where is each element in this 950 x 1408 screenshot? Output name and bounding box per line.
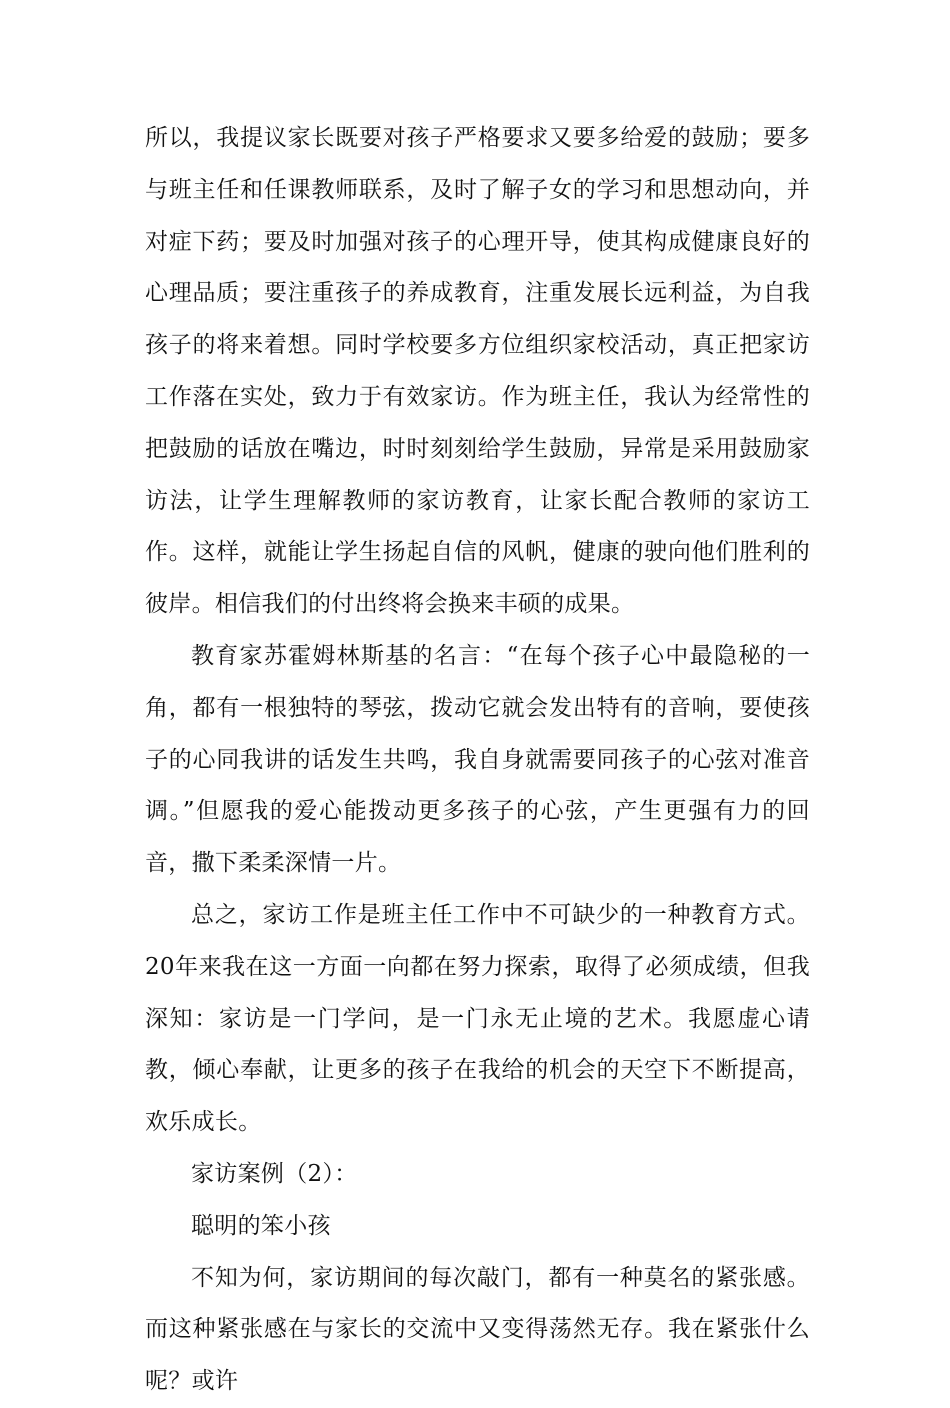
paragraph-quote: 教育家苏霍姆林斯基的名言：“在每个孩子心中最隐秘的一角，都有一根独特的琴弦，拨动它就会发出特有的音响，要使孩子的心同我讲的话发生共鸣，我自身就需要同孩子的心弦对准音调。”但愿我的爱心能拨动更多孩子的心弦，产生更强有力的回音，撒下柔柔深情一片。 — [145, 642, 810, 877]
paragraph-case-intro: 不知为何，家访期间的每次敲门，都有一种莫名的紧张感。而这种紧张感在与家长的交流中又变得荡然无存。我在紧张什么呢？或许 — [145, 1264, 810, 1395]
paragraph-advice: 所以，我提议家长既要对孩子严格要求又要多给爱的鼓励；要多与班主任和任课教师联系，及时了解子女的学习和思想动向，并对症下药；要及时加强对孩子的心理开导，使其构成健康良好的心理品质；要注重孩子的养成教育，注重发展长远利益，为自我孩子的将来着想。同时学校要多方位组织家校活动，真正把家访工作落在实处，致力于有效家访。作为班主任，我认为经常性的把鼓励的话放在嘴边，时时刻刻给学生鼓励，异常是采用鼓励家访法，让学生理解教师的家访教育，让家长配合教师的家访工作。这样，就能让学生扬起自信的风帆，健康的驶向他们胜利的彼岸。相信我们的付出终将会换来丰硕的成果。 — [145, 125, 810, 618]
document-body — [145, 113, 810, 1408]
case-title: 聪明的笨小孩 — [191, 1212, 331, 1239]
paragraph-summary: 总之，家访工作是班主任工作中不可缺少的一种教育方式。20年来我在这一方面一向都在努力探索，取得了必须成绩，但我深知：家访是一门学问，是一门永无止境的艺术。我愿虚心请教，倾心奉献，让更多的孩子在我给的机会的天空下不断提高，欢乐成长。 — [145, 901, 810, 1136]
case-heading: 家访案例（2）： — [191, 1160, 358, 1187]
